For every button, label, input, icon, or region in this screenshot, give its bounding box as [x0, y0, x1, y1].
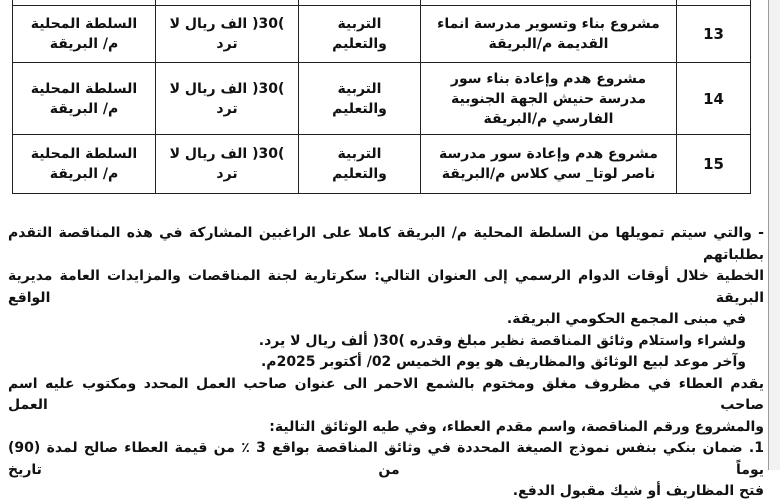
sector-line: والتعليم	[332, 100, 387, 117]
table-row	[13, 6, 751, 63]
row-number: 15	[677, 135, 751, 194]
document-price-cell	[156, 135, 299, 194]
project-name-line: مدرسة حنيش الجهة الجنوبية	[451, 90, 646, 107]
row-number: 13	[677, 6, 751, 63]
project-name-line: ناصر لوتا_ سي كلاس م/البريقة	[441, 166, 656, 182]
price-line: ترد	[216, 36, 238, 52]
sector-line: والتعليم	[332, 36, 387, 52]
project-name-cell	[421, 135, 677, 194]
project-name-line: القديمة م/البريقة	[488, 36, 609, 52]
project-name-line: مشروع هدم وإعادة سور مدرسة	[439, 146, 658, 162]
paragraph-line: 1. ضمان بنكي بنفس نموذج الصيغة المحددة في وثائق المناقصة بواقع 3 ٪ من قيمة العطاء صالح لمدة (90) يوماً من تاريخ	[8, 440, 764, 478]
project-name-line: مشروع بناء وتسوير مدرسة انماء	[437, 16, 660, 32]
page-edge-shadow	[769, 0, 780, 470]
paragraph-line: فتح المظاريف أو شيك مقبول الدفع.	[512, 483, 764, 499]
funder-line: م/ البريقة	[49, 166, 119, 182]
document-price-cell	[156, 63, 299, 135]
document-price-cell	[156, 6, 299, 63]
paragraph-line: - والتي سيتم تمويلها من السلطة المحلية م/ البريقة كاملا على الراغبين المشاركة في هذه المناقصة التقدم بطلباتهم	[8, 225, 764, 263]
price-line: ترد	[216, 100, 238, 117]
sector-line: التربية	[337, 146, 382, 162]
funder-line: السلطة المحلية	[30, 16, 138, 32]
funder-line: السلطة المحلية	[30, 80, 138, 97]
project-name-cell	[421, 6, 677, 63]
funder-cell	[13, 63, 156, 135]
project-name-cell	[421, 63, 677, 135]
sector-line: التربية	[337, 16, 382, 32]
table-row	[13, 63, 751, 135]
paragraph-line: ولشراء واستلام وثائق المناقصة نظير مبلغ وقدره )30( ألف ريال لا يرد.	[258, 332, 746, 349]
price-line: ترد	[216, 166, 238, 182]
paragraph-line: في مبنى المجمع الحكومي البريقة.	[506, 311, 746, 327]
funder-cell	[13, 6, 156, 63]
paragraph-line: والمشروع ورقم المناقصة، واسم مقدم العطاء، وفي طيه الوثائق التالية:	[269, 418, 764, 435]
price-line: )30( الف ريال لا	[169, 146, 285, 162]
paragraph-line: وآخر موعد لبيع الوثائق والمظاريف هو يوم الخميس 02/ أكتوبر 2025م.	[260, 354, 746, 370]
price-line: )30( الف ريال لا	[169, 80, 285, 97]
price-line: )30( الف ريال لا	[169, 16, 285, 32]
sector-cell	[299, 135, 421, 194]
funder-line: م/ البريقة	[49, 100, 119, 117]
paragraph-line: يقدم العطاء في مظروف مغلق ومختوم بالشمع الاحمر الى عنوان صاحب العمل المحدد ومكتوب عليه اسم صاحب العمل	[8, 375, 764, 413]
sector-line: والتعليم	[332, 166, 387, 182]
page-edge-line	[768, 0, 769, 470]
row-number: 14	[677, 63, 751, 135]
paragraph-line: الخطية خلال أوقات الدوام الرسمي إلى العنوان التالي: سكرتارية لجنة المناقصات والمزايدات العامة مديرية البريقة الواقع	[8, 268, 764, 306]
funder-cell	[13, 135, 156, 194]
sector-cell	[299, 6, 421, 63]
funder-line: السلطة المحلية	[30, 146, 138, 162]
sector-line: التربية	[337, 80, 382, 97]
project-name-line: الفارسي م/البريقة	[483, 110, 614, 127]
tender-conditions-text	[8, 223, 764, 503]
table-row	[13, 135, 751, 194]
funder-line: م/ البريقة	[49, 36, 119, 52]
project-name-line: مشروع هدم وإعادة بناء سور	[450, 70, 647, 87]
tenders-table	[12, 0, 751, 194]
sector-cell	[299, 63, 421, 135]
